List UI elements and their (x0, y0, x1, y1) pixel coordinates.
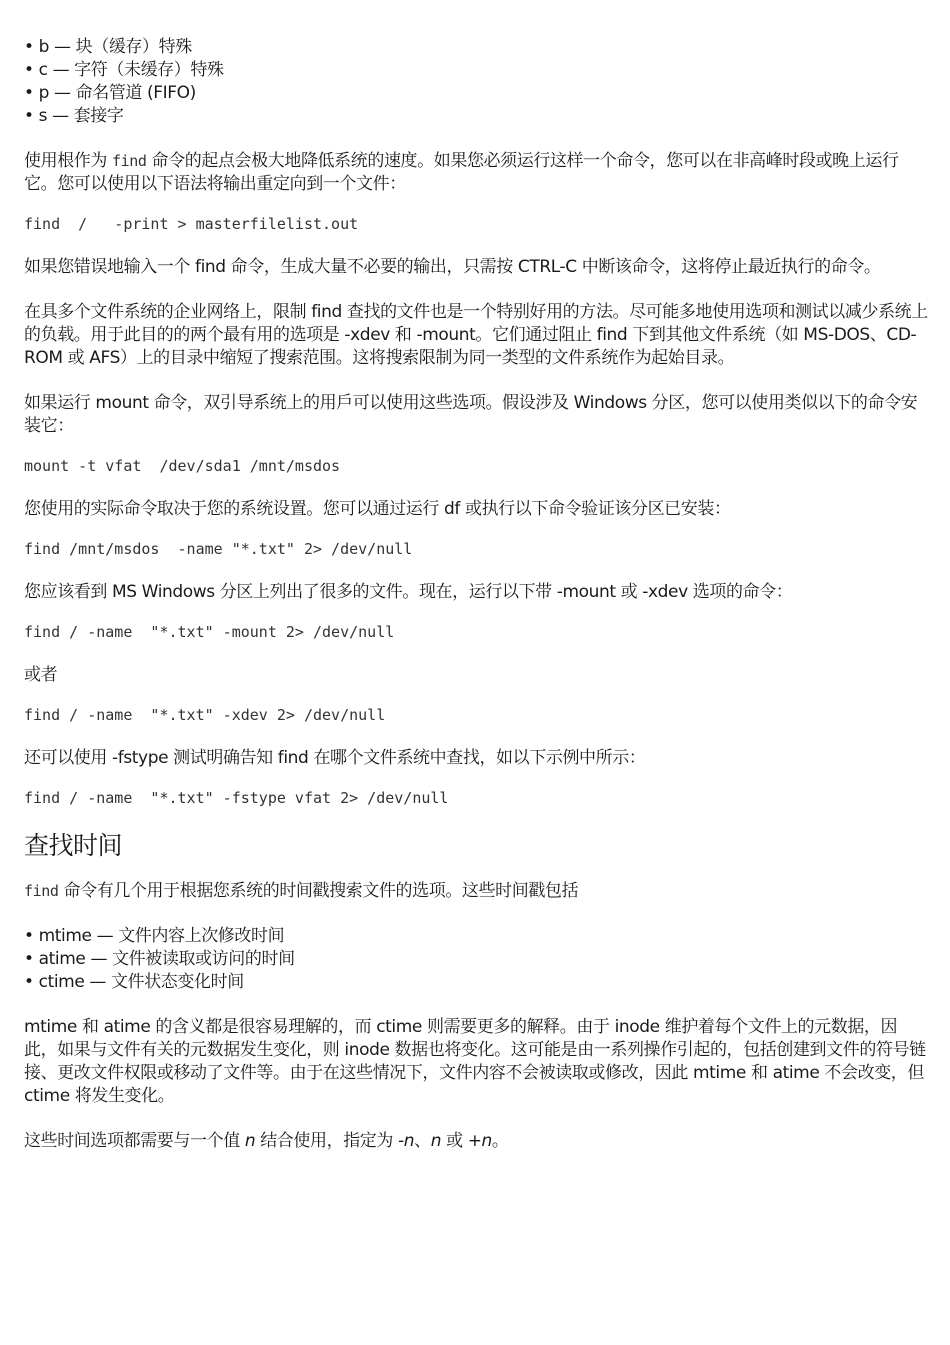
code-block: find / -name "*.txt" -mount 2> /dev/null (24, 623, 395, 641)
list-item: • s — 套接字 (24, 106, 124, 126)
list-item: • c — 字符（未缓存）特殊 (24, 60, 224, 80)
inline-code: find (112, 152, 147, 170)
paragraph-filesystems: 在具多个文件系统的企业网络上，限制 find 查找的文件也是一个特别好用的方法。尽可能多地使用选项和测试以减少系统上的负载。用于此目的的两个最有用的选项是 -xdev 和 -mount。它们通过阻止 find 下到其他文件系统（如 MS-DOS、CD-ROM 或 AFS）上的目录中缩短了搜索范围。这将搜索限制为同一类型的文件系统作为起始目录。 (24, 302, 928, 368)
code-block: find / -print > masterfilelist.out (24, 215, 359, 233)
paragraph-fstype: 还可以使用 -fstype 测试明确告知 find 在哪个文件系统中查找，如以下示例中所示： (24, 748, 646, 768)
section-heading: 查找时间 (24, 831, 123, 860)
list-item: • p — 命名管道 (FIFO) (24, 83, 196, 103)
paragraph-windows-files: 您应该看到 MS Windows 分区上列出了很多的文件。现在，运行以下带 -mount 或 -xdev 选项的命令： (24, 582, 793, 602)
list-item: • mtime — 文件内容上次修改时间 (24, 926, 285, 946)
timestamp-list (24, 925, 929, 994)
paragraph-time-values: 这些时间选项都需要与一个值 n 结合使用，指定为 -n、n 或 +n。 (24, 1131, 509, 1151)
list-item: • atime — 文件被读取或访问的时间 (24, 949, 295, 969)
file-type-list (24, 36, 929, 128)
list-item: • b — 块（缓存）特殊 (24, 37, 192, 57)
list-item: • ctime — 文件状态变化时间 (24, 972, 244, 992)
code-block: mount -t vfat /dev/sda1 /mnt/msdos (24, 457, 341, 475)
paragraph-or: 或者 (24, 665, 58, 685)
document-page (24, 36, 929, 1153)
paragraph-root-search: 使用根作为 find 命令的起点会极大地降低系统的速度。如果您必须运行这样一个命令，您可以在非高峰时段或晚上运行它。您可以使用以下语法将输出重定向到一个文件： (24, 151, 899, 194)
paragraph-verify: 您使用的实际命令取决于您的系统设置。您可以通过运行 df 或执行以下命令验证该分区已安装： (24, 499, 731, 519)
paragraph-timestamps: find 命令有几个用于根据您系统的时间戳搜索文件的选项。这些时间戳包括 (24, 881, 579, 901)
paragraph-ctrl-c: 如果您错误地输入一个 find 命令，生成大量不必要的输出，只需按 CTRL-C 中断该命令，这将停止最近执行的命令。 (24, 257, 881, 277)
paragraph-ctime-explained: mtime 和 atime 的含义都是很容易理解的，而 ctime 则需要更多的解释。由于 inode 维护着每个文件上的元数据，因此，如果与文件有关的元数据发生变化，则 inode 数据也将变化。这可能是由一系列操作引起的，包括创建到文件的符号链接、更改文件权限或移动了文件等。由于在这些情况下，文件内容不会被读取或修改，因此 mtime 和 atime 不会改变，但 ctime 将发生变化。 (24, 1017, 926, 1106)
code-block: find /mnt/msdos -name "*.txt" 2> /dev/null (24, 540, 413, 558)
code-block: find / -name "*.txt" -fstype vfat 2> /dev/null (24, 789, 449, 807)
inline-code: find (24, 882, 59, 900)
paragraph-mount: 如果运行 mount 命令，双引导系统上的用戶可以使用这些选项。假设涉及 Windows 分区，您可以使用类似以下的命令安装它： (24, 393, 918, 436)
code-block: find / -name "*.txt" -xdev 2> /dev/null (24, 706, 386, 724)
